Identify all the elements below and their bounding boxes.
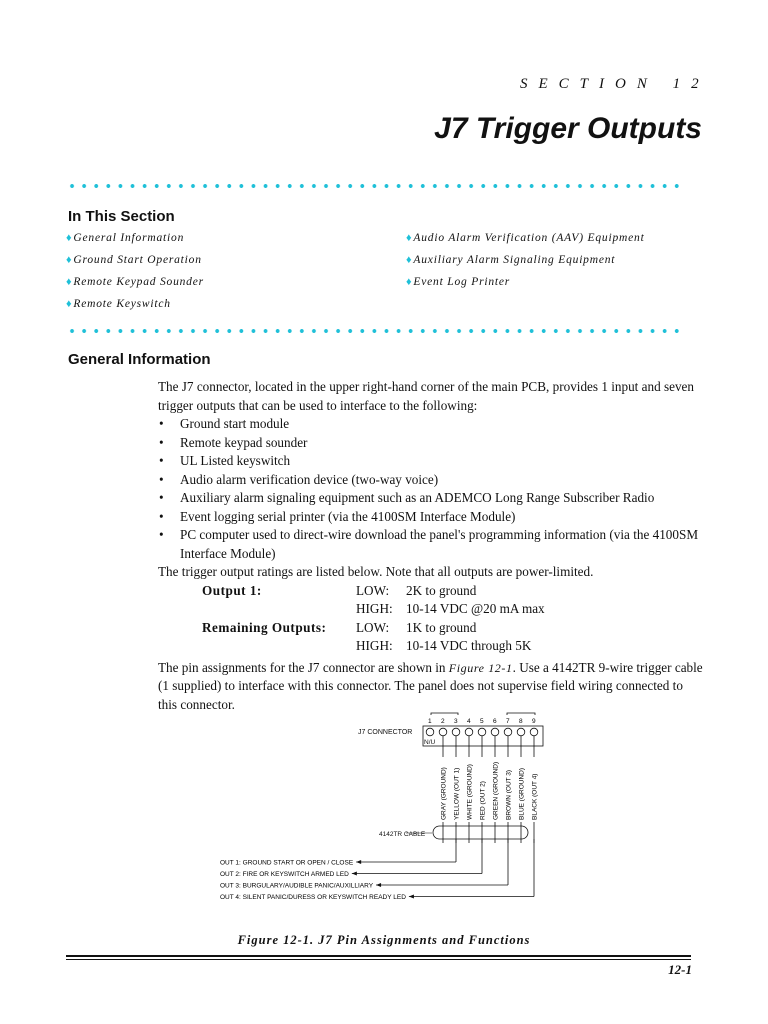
toc-right-list [406, 232, 645, 298]
output-label: OUT 4: SILENT PANIC/DURESS OR KEYSWITCH READY LED [220, 894, 406, 901]
pin-number: 9 [532, 718, 536, 725]
nu-label: N/U [424, 739, 436, 746]
diamond-icon: ♦ [406, 276, 413, 288]
footer-rule [66, 955, 691, 957]
pin-circle [504, 728, 512, 736]
pin-number: 7 [506, 718, 510, 725]
wire-label: BLACK (OUT 4) [531, 773, 539, 820]
diamond-icon: ♦ [406, 232, 413, 244]
wire-label: YELLOW (OUT 1) [453, 767, 461, 820]
toc-left-list [66, 232, 204, 320]
diamond-icon: ♦ [406, 254, 413, 266]
list-item: • Auxiliary alarm signaling equipment such as an ADEMCO Long Range Subscriber Radio [159, 490, 655, 505]
figure-reference-link[interactable]: Figure 12-1 [448, 660, 513, 675]
rating-row: HIGH: 10-14 VDC @20 mA max [356, 601, 545, 616]
j7-wiring-diagram [0, 712, 768, 912]
diamond-icon: ♦ [66, 232, 73, 244]
pin-circle [465, 728, 473, 736]
dotted-divider [66, 328, 686, 334]
list-item: • Audio alarm verification device (two-way voice) [159, 471, 439, 487]
intro-paragraph: The J7 connector, located in the upper right-hand corner of the main PCB, provides 1 input and seven trigger outputs that can be used to interface to the following: [158, 379, 694, 413]
general-information-body [158, 378, 703, 714]
pin-bracket [507, 713, 535, 715]
page-title: J7 Trigger Outputs [434, 112, 702, 145]
dotted-divider [66, 183, 686, 189]
diamond-icon: ♦ [66, 298, 73, 310]
diamond-icon: ♦ [66, 276, 73, 288]
outputs-group [220, 839, 534, 901]
wire-label: GREEN (GROUND) [492, 761, 500, 820]
j7-connector-label: J7 CONNECTOR [358, 729, 413, 736]
page-number: 12-1 [668, 962, 692, 977]
output-label: OUT 2: FIRE OR KEYSWITCH ARMED LED [220, 871, 349, 878]
pin-circle [478, 728, 486, 736]
toc-item[interactable]: ♦Remote Keypad Sounder [66, 276, 204, 288]
pin-circle [452, 728, 460, 736]
rating-row: HIGH: 10-14 VDC through 5K [356, 638, 532, 653]
rating-row: Remaining Outputs: LOW: 1K to ground [202, 619, 477, 635]
arrowhead-icon [376, 883, 381, 887]
pin-number: 4 [467, 718, 471, 725]
list-item: • Event logging serial printer (via the 4100SM Interface Module) [159, 508, 516, 524]
output-label: OUT 3: BURGULARY/AUDIBLE PANIC/AUXILLIARY [220, 882, 374, 890]
arrowhead-icon [409, 895, 414, 899]
wire-label: BLUE (GROUND) [518, 767, 526, 820]
pin-circle [426, 728, 434, 736]
pin-assignment-paragraph: The pin assignments for the J7 connector are shown in Figure 12-1. Use a 4142TR 9-wire trigger cable (1 supplied) to interface with this connector. The panel does not supervise field wiring connected to this connector. [158, 659, 703, 712]
pin-circle [491, 728, 499, 736]
list-item: • UL Listed keyswitch [159, 453, 291, 468]
footer-rule-thin [66, 959, 691, 960]
pin-circle [517, 728, 525, 736]
general-information-heading: General Information [68, 351, 211, 368]
wire-label: GRAY (GROUND) [440, 767, 448, 820]
cable-label: 4142TR CABLE [379, 831, 426, 838]
cable-sheath [433, 826, 528, 839]
pin-circle [439, 728, 447, 736]
in-this-section-heading: In This Section [68, 208, 175, 225]
wire-label: RED (OUT 2) [479, 781, 487, 820]
wire-label: BROWN (OUT 3) [505, 769, 513, 820]
toc-item[interactable]: ♦Auxiliary Alarm Signaling Equipment [406, 254, 616, 266]
ratings-intro: The trigger output ratings are listed below. Note that all outputs are power-limited. [158, 564, 594, 579]
pin-number: 1 [428, 718, 432, 725]
figure-caption: Figure 12-1. J7 Pin Assignments and Functions [237, 933, 531, 947]
toc-item[interactable]: ♦Ground Start Operation [66, 254, 202, 266]
pin-number: 8 [519, 718, 523, 725]
rating-row: Output 1: LOW: 2K to ground [202, 582, 477, 598]
toc-item[interactable]: ♦General Information [66, 232, 185, 244]
pins-group [426, 718, 538, 736]
toc-item[interactable]: ♦Event Log Printer [406, 276, 511, 288]
pin-number: 3 [454, 718, 458, 725]
pin-number: 5 [480, 718, 484, 725]
toc-item[interactable]: ♦Audio Alarm Verification (AAV) Equipment [406, 232, 645, 244]
list-item: • PC computer used to direct-wire download the panel's programming information (via the 4100SM Interface Module) [159, 527, 699, 561]
wire-label: WHITE (GROUND) [466, 764, 474, 820]
output-label: OUT 1: GROUND START OR OPEN / CLOSE [220, 859, 354, 867]
arrowhead-icon [352, 872, 357, 876]
pin-circle [530, 728, 538, 736]
list-item: • Ground start module [159, 416, 290, 431]
section-label: SECTION 12 [520, 76, 710, 92]
diamond-icon: ♦ [66, 254, 73, 266]
arrowhead-icon [356, 860, 361, 864]
pin-number: 2 [441, 718, 445, 725]
wires-group [441, 736, 539, 843]
toc-item[interactable]: ♦Remote Keyswitch [66, 298, 171, 310]
pin-bracket [431, 713, 458, 715]
pin-number: 6 [493, 718, 497, 725]
list-item: • Remote keypad sounder [159, 434, 308, 450]
